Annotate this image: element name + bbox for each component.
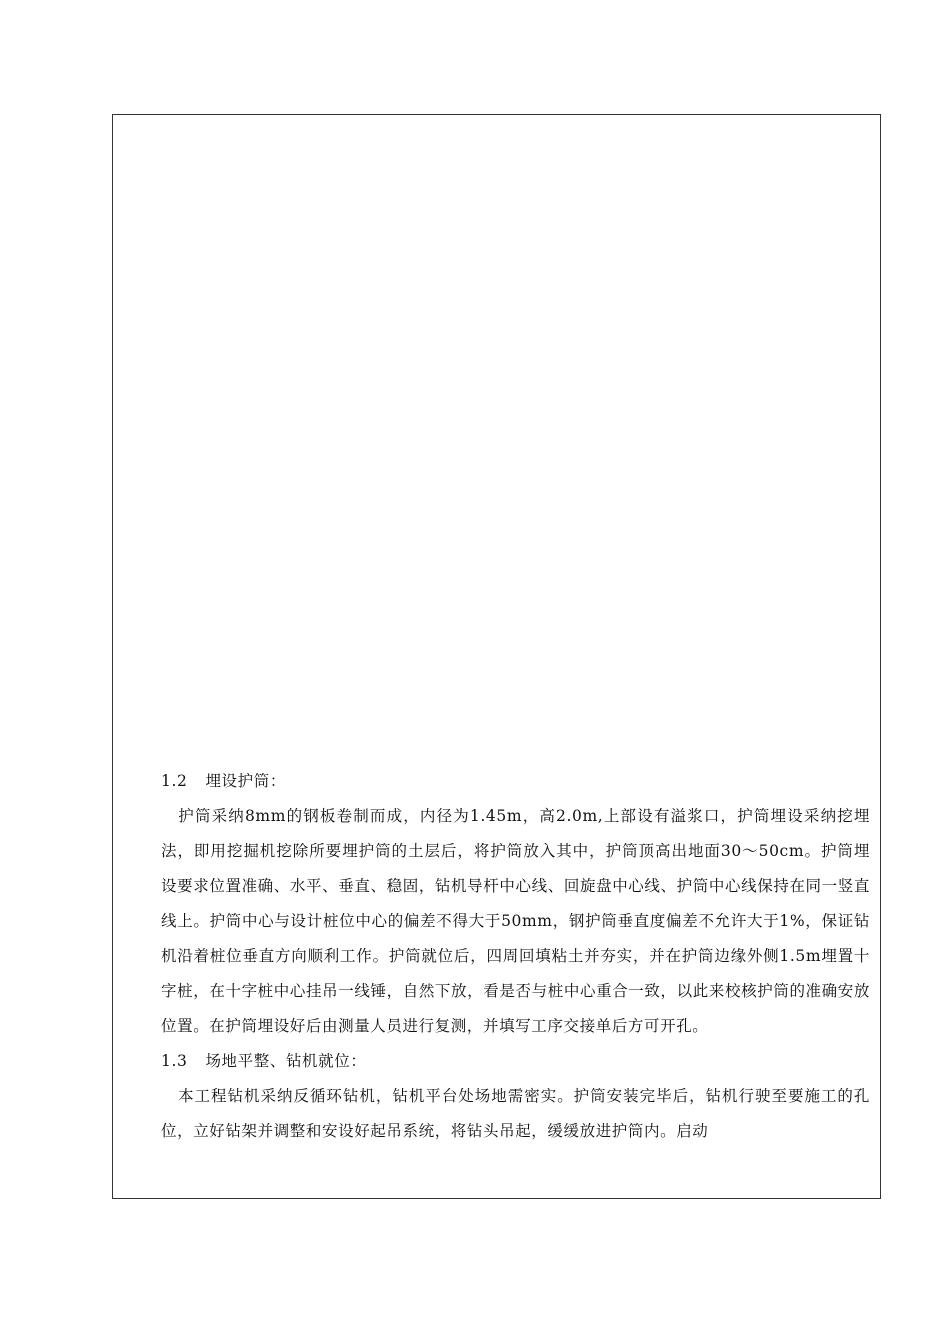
document-body: [161, 764, 870, 1149]
section-paragraph-1-3: [161, 1079, 870, 1149]
paragraph-text: 护筒采纳8mm的钢板卷制而成，内径为1.45m，高2.0m,上部设有溢浆口，护筒埋设采纳挖埋法，即用挖掘机挖除所要埋护筒的土层后，将护筒放入其中，护筒顶高出地面30～50cm。护筒埋设要求位置准确、水平、垂直、稳固，钻机导杆中心线、回旋盘中心线、护筒中心线保持在同一竖直线上。护筒中心与设计桩位中心的偏差不得大于50mm，钢护筒垂直度偏差不允许大于1%，保证钻机沿着桩位垂直方向顺利工作。护筒就位后，四周回填粘土并夯实，并在护筒边缘外侧1.5m埋置十字桩，在十字桩中心挂吊一线锤，自然下放，看是否与桩中心重合一致，以此来校核护筒的准确安放位置。在护筒埋设好后由测量人员进行复测，并填写工序交接单后方可开孔。: [161, 807, 870, 1035]
section-paragraph-1-2: [161, 799, 870, 1044]
section-heading-1-3: [161, 1044, 870, 1079]
document-frame: [112, 114, 881, 1199]
section-number: 1.2: [161, 772, 188, 790]
section-title: 场地平整、钻机就位：: [205, 1052, 367, 1070]
section-heading-1-2: [161, 764, 870, 799]
paragraph-text: 本工程钻机采纳反循环钻机，钻机平台处场地需密实。护筒安装完毕后，钻机行驶至要施工的孔位，立好钻架并调整和安设好起吊系统，将钻头吊起，缓缓放进护筒内。启动: [161, 1087, 870, 1140]
section-title: 埋设护筒：: [205, 772, 286, 790]
section-number: 1.3: [161, 1052, 188, 1070]
